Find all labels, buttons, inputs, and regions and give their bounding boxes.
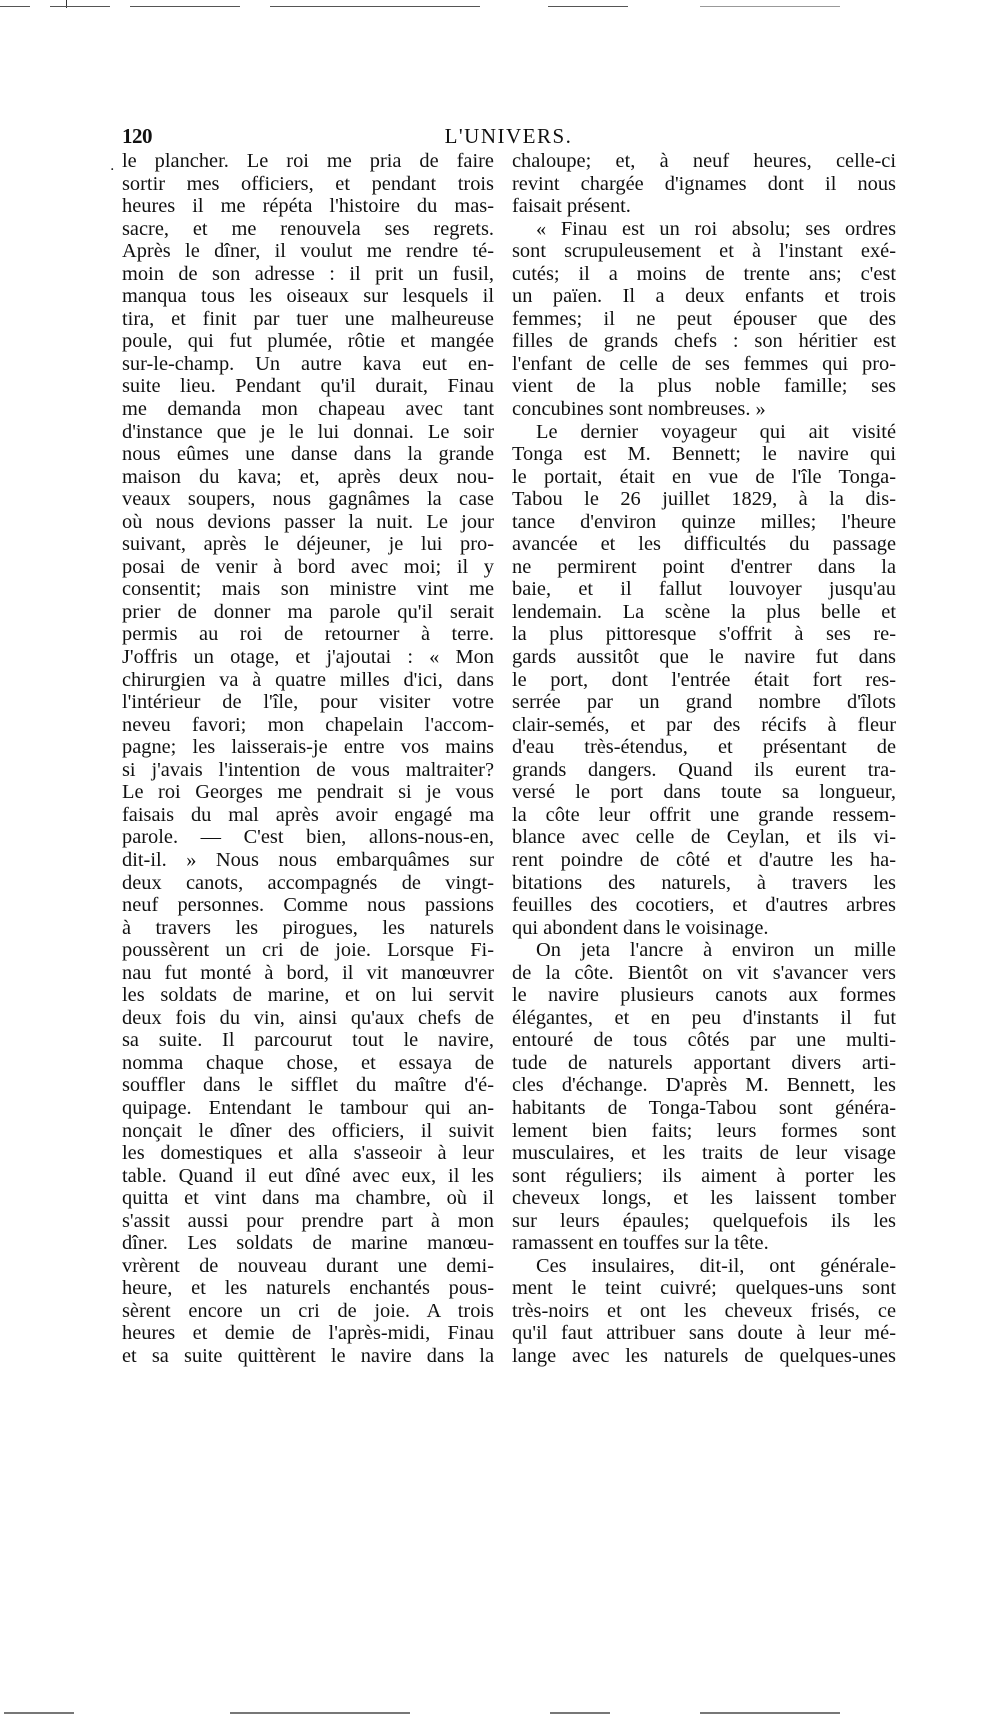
text-line: l'intérieur de l'île, pour visiter votre bbox=[122, 691, 494, 714]
text-line: le plancher. Le roi me pria de faire bbox=[122, 150, 494, 172]
text-line: quipage. Entendant le tambour qui an- bbox=[122, 1096, 494, 1119]
text-line: veaux soupers, nous gagnâmes la case bbox=[122, 488, 494, 511]
text-line: posai de venir à bord avec moi; il y bbox=[122, 555, 494, 578]
text-line: qui abondent dans le voisinage. bbox=[512, 916, 769, 939]
text-line: tude de naturels apportant divers arti- bbox=[512, 1051, 896, 1074]
text-line: baie, et il fallut louvoyer jusqu'au bbox=[512, 578, 896, 601]
text-line: qu'il faut attribuer sans doute à leur mé- bbox=[512, 1322, 896, 1345]
text-line: rent poindre de côté et d'autre les ha- bbox=[512, 848, 896, 871]
text-line: les domestiques et alla s'asseoir à leur bbox=[122, 1142, 494, 1165]
running-head: L'UNIVERS. bbox=[444, 124, 573, 148]
scan-artifact bbox=[700, 1712, 840, 1714]
text-line: si j'avais l'intention de vous maltraiter? bbox=[122, 758, 494, 781]
text-line: ramassent en touffes sur la tête. bbox=[512, 1232, 769, 1255]
text-line: pagne; les laisserais-je entre vos mains bbox=[122, 736, 494, 759]
text-line: lange avec les naturels de quelques-unes bbox=[512, 1344, 896, 1367]
text-line: très-noirs et ont les cheveux frisés, ce bbox=[512, 1299, 896, 1322]
text-line: tance d'environ quinze milles; l'heure bbox=[512, 510, 896, 533]
text-line: gards aussitôt que le navire fut dans bbox=[512, 646, 896, 669]
text-line: cutés; il a moins de trente ans; c'est bbox=[512, 262, 896, 285]
text-line: d'eau très-étendus, et présentant de bbox=[512, 736, 896, 759]
margin-mark: . bbox=[110, 158, 115, 174]
text-line: l'enfant de celle de ses femmes qui pro- bbox=[512, 352, 896, 375]
text-line: et sa suite quittèrent le navire dans la bbox=[122, 1344, 494, 1367]
text-line: sacre, et me renouvela ses regrets. bbox=[122, 217, 494, 240]
text-line: élégantes, et en peu d'instants il fut bbox=[512, 1006, 896, 1029]
text-line: Le dernier voyageur qui ait visité bbox=[536, 420, 896, 443]
text-line: Le roi Georges me pendrait si je vous bbox=[122, 781, 494, 804]
text-line: poule, qui fut plumée, rôtie et mangée bbox=[122, 330, 494, 353]
text-line: sont réguliers; ils aiment à porter les bbox=[512, 1164, 896, 1187]
text-line: ment le teint cuivré; quelques-uns sont bbox=[512, 1277, 896, 1300]
text-line: nonçait le dîner des officiers, il suivit bbox=[122, 1119, 494, 1142]
text-line: Tabou le 26 juillet 1829, à la dis- bbox=[512, 488, 896, 511]
text-line: clair-semés, et par des récifs à fleur bbox=[512, 713, 896, 736]
page-header bbox=[122, 124, 895, 152]
text-line: cles d'échange. D'après M. Bennett, les bbox=[512, 1074, 896, 1097]
text-column-left bbox=[122, 150, 494, 1368]
text-line: le portait, était en vue de l'île Tonga- bbox=[512, 465, 896, 488]
text-line: sont scrupuleusement et à l'instant exé- bbox=[512, 240, 896, 263]
text-line: neveu favori; mon chapelain l'accom- bbox=[122, 713, 494, 736]
text-line: nomma chaque chose, et essaya de bbox=[122, 1051, 494, 1074]
text-line: nous eûmes une danse dans la grande bbox=[122, 443, 494, 466]
text-line: sa suite. Il parcourut tout le navire, bbox=[122, 1029, 494, 1052]
scan-edge-bottom bbox=[0, 1710, 996, 1716]
text-line: le port, dont l'entrée était fort res- bbox=[512, 668, 896, 691]
text-line: avancée et les difficultés du passage bbox=[512, 533, 896, 556]
text-line: manqua tous les oiseaux sur lesquels il bbox=[122, 285, 494, 308]
scan-artifact bbox=[550, 1712, 610, 1714]
text-line: femmes; il ne peut épouser que des bbox=[512, 307, 896, 330]
scan-artifact bbox=[50, 6, 110, 7]
text-line: poussèrent un cri de joie. Lorsque Fi- bbox=[122, 939, 494, 962]
text-line: musculaires, et les traits de leur visage bbox=[512, 1142, 896, 1165]
text-line: sortir mes officiers, et pendant trois bbox=[122, 172, 494, 195]
text-line: consentit; mais son ministre vint me bbox=[122, 578, 494, 601]
scan-artifact bbox=[230, 1712, 410, 1714]
text-line: chirurgien va à quatre milles d'ici, dans bbox=[122, 668, 494, 691]
text-line: versé le port dans toute sa longueur, bbox=[512, 781, 896, 804]
text-line: suite lieu. Pendant qu'il durait, Finau bbox=[122, 375, 494, 398]
text-line: deux canots, accompagnés de vingt- bbox=[122, 871, 494, 894]
text-line: cheveux longs, et les laissent tomber bbox=[512, 1187, 896, 1210]
text-line: nau fut monté à bord, il vit manœuvrer bbox=[122, 961, 494, 984]
text-line: de la côte. Bientôt on vit s'avancer vers bbox=[512, 961, 896, 984]
text-line: le navire plusieurs canots aux formes bbox=[512, 984, 896, 1007]
text-line: table. Quand il eut dîné avec eux, il les bbox=[122, 1164, 494, 1187]
text-line: sur-le-champ. Un autre kava eut en- bbox=[122, 352, 494, 375]
text-line: lement bien faits; leurs formes sont bbox=[512, 1119, 896, 1142]
text-line: les soldats de marine, et on lui servit bbox=[122, 984, 494, 1007]
text-line: neuf personnes. Comme nous passions bbox=[122, 894, 494, 917]
text-line: suivant, après le déjeuner, je lui pro- bbox=[122, 533, 494, 556]
text-line: tira, et finit par tuer une malheureuse bbox=[122, 307, 494, 330]
text-line: souffler dans le sifflet du maître d'é- bbox=[122, 1074, 494, 1097]
text-line: Après le dîner, il voulut me rendre té- bbox=[122, 240, 494, 263]
text-line: J'offris un otage, et j'ajoutai : « Mon bbox=[122, 646, 494, 669]
text-line: la côte leur offrit une grande ressem- bbox=[512, 803, 896, 826]
scan-edge-top bbox=[0, 0, 996, 12]
text-line: habitants de Tonga-Tabou sont généra- bbox=[512, 1096, 896, 1119]
text-line: blance avec celle de Ceylan, et ils vi- bbox=[512, 826, 896, 849]
text-line: faisait présent. bbox=[512, 195, 631, 218]
text-line: où nous devions passer la nuit. Le jour bbox=[122, 510, 494, 533]
text-line: faisais du mal après avoir engagé ma bbox=[122, 803, 494, 826]
text-line: dîner. Les soldats de marine manœu- bbox=[122, 1232, 494, 1255]
text-line: concubines sont nombreuses. » bbox=[512, 398, 766, 421]
text-line: d'instance que je le lui donnai. Le soir bbox=[122, 420, 494, 443]
text-line: quitta et vint dans ma chambre, où il bbox=[122, 1187, 494, 1210]
text-line: dit-il. » Nous nous embarquâmes sur bbox=[122, 848, 494, 871]
text-line: heures et demie de l'après-midi, Finau bbox=[122, 1322, 494, 1345]
text-line: entouré de tous côtés par une multi- bbox=[512, 1029, 896, 1052]
scan-artifact bbox=[4, 1712, 74, 1714]
scan-artifact bbox=[0, 6, 30, 7]
text-line: un païen. Il a deux enfants et trois bbox=[512, 285, 896, 308]
text-line: parole. — C'est bien, allons-nous-en, bbox=[122, 826, 494, 849]
scan-artifact bbox=[130, 6, 240, 7]
text-line: sèrent encore un cri de joie. A trois bbox=[122, 1299, 494, 1322]
text-line: maison du kava; et, après deux nou- bbox=[122, 465, 494, 488]
text-line: revint chargée d'ignames dont il nous bbox=[512, 172, 896, 195]
text-line: heure, et les naturels enchantés pous- bbox=[122, 1277, 494, 1300]
text-line: vient de la plus noble famille; ses bbox=[512, 375, 896, 398]
text-line: moin de son adresse : il prit un fusil, bbox=[122, 262, 494, 285]
text-line: la plus pittoresque s'offrit à ses re- bbox=[512, 623, 896, 646]
text-line: grands dangers. Quand ils eurent tra- bbox=[512, 758, 896, 781]
text-line: On jeta l'ancre à environ un mille bbox=[536, 939, 896, 962]
text-line: serrée par un grand nombre d'îlots bbox=[512, 691, 896, 714]
text-line: bitations des naturels, à travers les bbox=[512, 871, 896, 894]
scan-artifact bbox=[548, 6, 628, 7]
text-column-right bbox=[512, 150, 896, 1368]
text-line: Tonga est M. Bennett; le navire qui bbox=[512, 443, 896, 466]
text-line: feuilles des cocotiers, et d'autres arbres bbox=[512, 894, 896, 917]
text-line: deux fois du vin, ainsi qu'aux chefs de bbox=[122, 1006, 494, 1029]
text-line: à travers les pirogues, les naturels bbox=[122, 916, 494, 939]
page-number: 120 bbox=[122, 124, 152, 148]
scan-artifact bbox=[270, 6, 480, 7]
text-line: ne permirent point d'entrer dans la bbox=[512, 555, 896, 578]
text-line: vrèrent de nouveau durant une demi- bbox=[122, 1254, 494, 1277]
text-line: « Finau est un roi absolu; ses ordres bbox=[536, 217, 896, 240]
text-line: me demanda mon chapeau avec tant bbox=[122, 398, 494, 421]
text-line: s'assit aussi pour prendre part à mon bbox=[122, 1209, 494, 1232]
text-line: filles de grands chefs : son héritier est bbox=[512, 330, 896, 353]
text-line: heures il me répéta l'histoire du mas- bbox=[122, 195, 494, 218]
scan-artifact bbox=[700, 6, 840, 7]
text-line: permis au roi de retourner à terre. bbox=[122, 623, 494, 646]
text-line: chaloupe; et, à neuf heures, celle-ci bbox=[512, 150, 896, 172]
text-line: lendemain. La scène la plus belle et bbox=[512, 600, 896, 623]
text-line: sur leurs épaules; quelquefois ils les bbox=[512, 1209, 896, 1232]
text-line: prier de donner ma parole qu'il serait bbox=[122, 600, 494, 623]
text-line: Ces insulaires, dit-il, ont générale- bbox=[536, 1254, 896, 1277]
